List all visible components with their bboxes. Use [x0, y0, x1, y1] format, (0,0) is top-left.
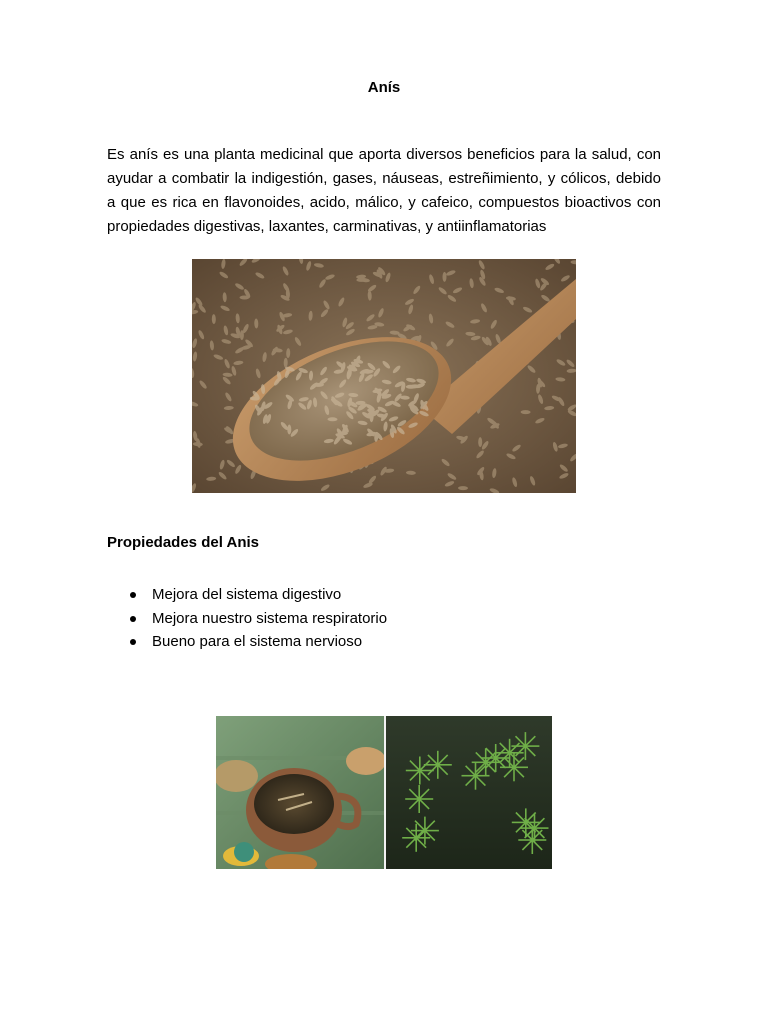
properties-heading: Propiedades del Anis: [107, 534, 259, 551]
intro-paragraph: Es anís es una planta medicinal que aporta diversos beneficios para la salud, con ayudar a combatir la indigestión, gases, náuseas, estreñimiento, y cólicos, debido a que es rica en flavonoides, acido, málico, y cafeico, compuestos bioactivos con propiedades digestivas, laxantes, carminativas, y antiinflamatorias: [107, 146, 661, 235]
bullet-icon: [130, 592, 136, 598]
tea-and-plant-photo: [216, 716, 552, 869]
list-item: [107, 607, 387, 631]
bullet-icon: [130, 616, 136, 622]
anise-seeds-photo: [192, 259, 576, 493]
list-item: [107, 630, 387, 654]
properties-list: [107, 583, 387, 654]
list-item-label: Bueno para el sistema nervioso: [152, 633, 363, 650]
list-item-label: Mejora del sistema digestivo: [152, 586, 342, 603]
bullet-icon: [130, 639, 136, 645]
list-item: [107, 583, 387, 607]
list-item-label: Mejora nuestro sistema respiratorio: [152, 609, 388, 627]
document-title: Anís: [367, 79, 401, 96]
